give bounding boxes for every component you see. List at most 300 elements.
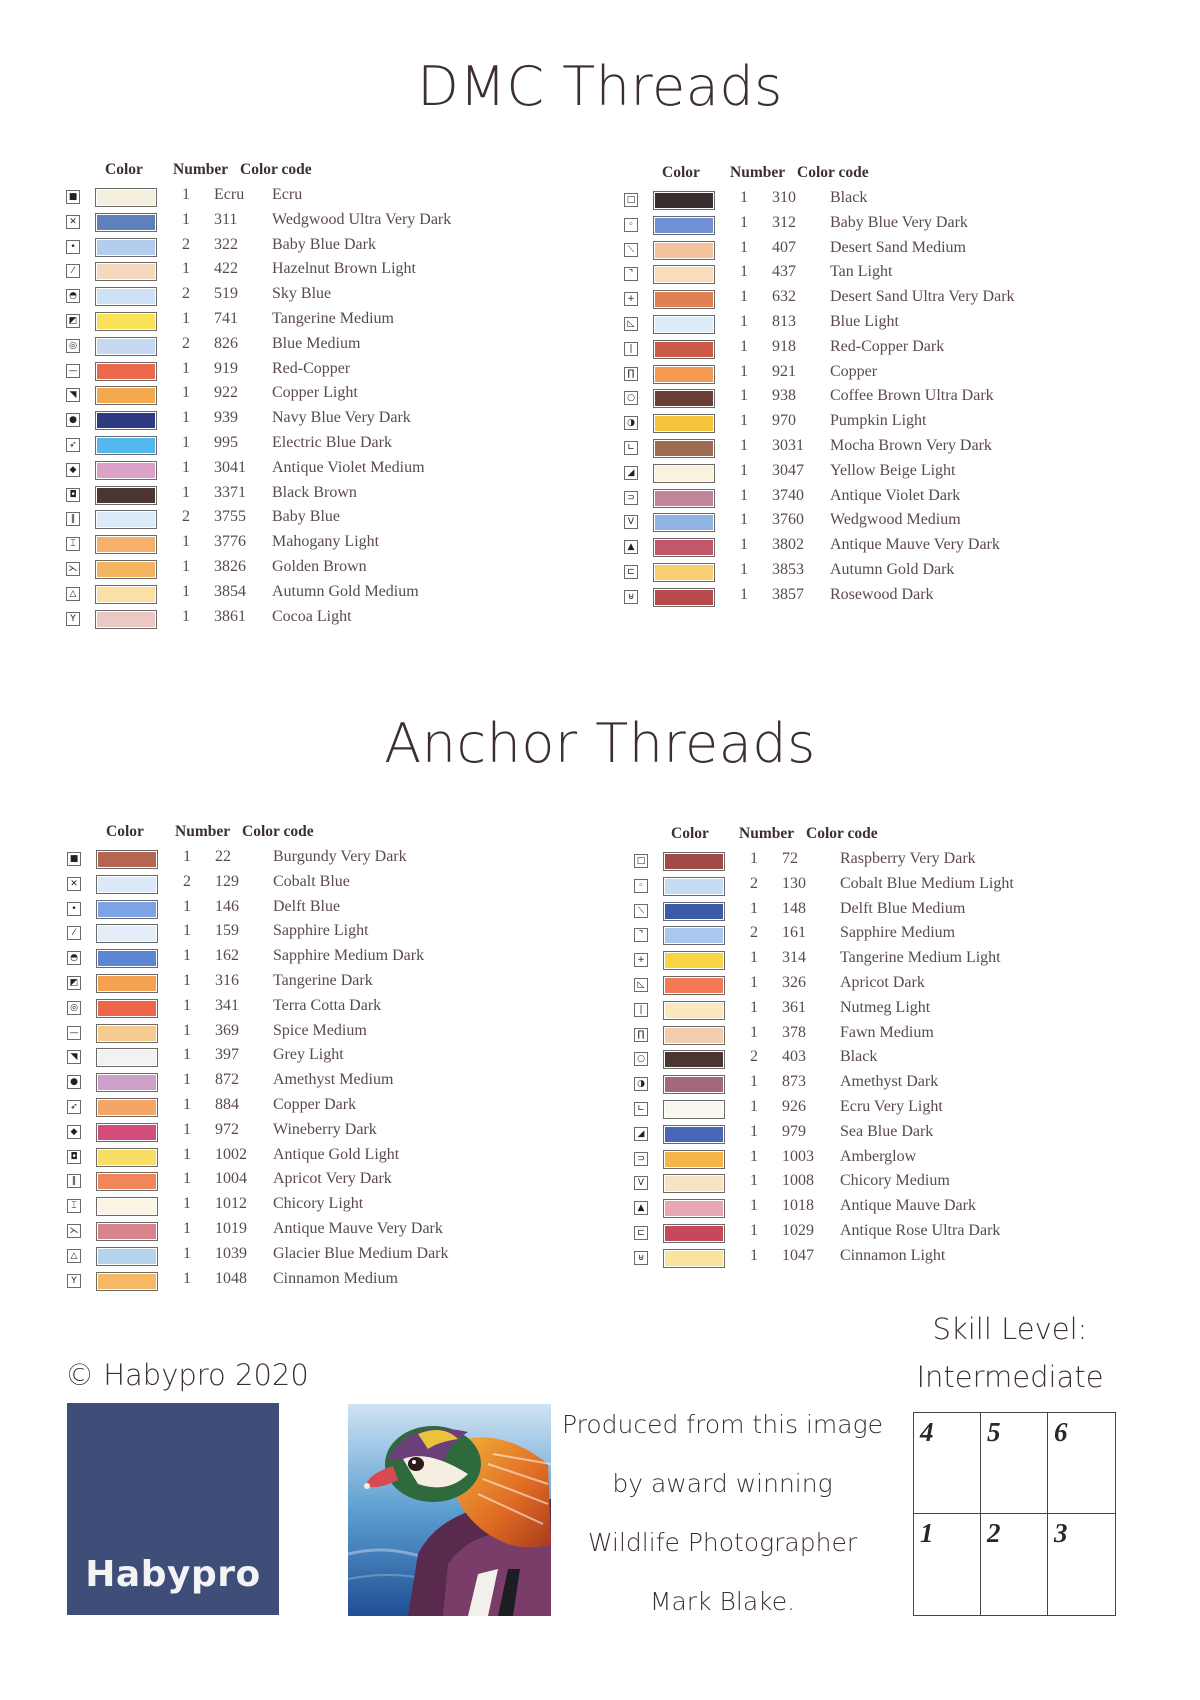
skein-quantity: 1 (740, 436, 748, 454)
thread-color-name: Black (830, 189, 868, 206)
thread-color-name: Burgundy Very Dark (273, 848, 407, 865)
thread-color-name: Glacier Blue Medium Dark (273, 1244, 449, 1262)
table-row (63, 1169, 583, 1194)
thread-color-name: Antique Violet Medium (272, 458, 425, 476)
thread-number: 918 (772, 337, 796, 355)
thread-color-name: Sky Blue (272, 285, 332, 303)
thread-number: 519 (214, 285, 238, 303)
grid-cell: 5 (981, 1413, 1048, 1514)
header-color-code: Color code (797, 164, 869, 181)
skein-quantity: 1 (182, 359, 190, 377)
skein-quantity: 1 (740, 486, 748, 504)
skein-quantity: 1 (740, 288, 748, 306)
table-row (630, 899, 1150, 924)
color-swatch (96, 1197, 158, 1216)
table-row (63, 1045, 583, 1070)
thread-color-name: Wedgwood Medium (830, 511, 961, 529)
header-color-code: Color code (242, 823, 314, 840)
table-row (620, 535, 1140, 560)
thread-color-name: Electric Blue Dark (272, 433, 392, 451)
table-row (620, 213, 1140, 238)
stitch-symbol-icon: ⋋ (66, 562, 80, 576)
stitch-symbol-icon: ◥ (67, 1050, 81, 1064)
thread-color-name: Mahogany Light (272, 533, 380, 551)
table-row (630, 973, 1150, 998)
table-row (63, 1021, 583, 1046)
table-header (630, 825, 1150, 849)
table-row (62, 433, 582, 458)
header-number: Number (173, 161, 229, 178)
thread-number: 159 (215, 922, 239, 940)
color-swatch (663, 1249, 725, 1268)
table-header (620, 164, 1140, 188)
thread-number: 1002 (215, 1145, 247, 1163)
color-swatch (95, 312, 157, 331)
skein-quantity: 2 (750, 1048, 758, 1066)
table-row (62, 458, 582, 483)
thread-number: 938 (772, 387, 796, 405)
skein-quantity: 1 (740, 238, 748, 256)
header-color-code: Color code (240, 161, 312, 178)
stitch-symbol-icon: ◺ (634, 978, 648, 992)
table-row (620, 486, 1140, 511)
stitch-symbol-icon: ⊏ (624, 565, 638, 579)
stitch-symbol-icon: ▲ (624, 540, 638, 554)
thread-number: 632 (772, 288, 796, 306)
stitch-symbol-icon: ⋋ (67, 1224, 81, 1238)
skein-quantity: 1 (182, 483, 190, 501)
table-row (620, 386, 1140, 411)
color-swatch (653, 513, 715, 532)
table-row (620, 461, 1140, 486)
thread-color-name: Cobalt Blue (273, 872, 350, 890)
stitch-symbol-icon: ✕ (67, 877, 81, 891)
skein-quantity: 1 (750, 1147, 758, 1165)
skein-quantity: 1 (182, 210, 190, 228)
skein-quantity: 2 (182, 235, 190, 253)
thread-color-name: Sapphire Light (273, 922, 369, 940)
skein-quantity: 1 (183, 1120, 191, 1138)
skein-quantity: 1 (750, 1197, 758, 1215)
stitch-symbol-icon: ∟ (624, 441, 638, 455)
skein-quantity: 1 (182, 309, 190, 327)
thread-color-name: Sea Blue Dark (840, 1122, 934, 1140)
table-row (62, 582, 582, 607)
stitch-symbol-icon: Y (67, 1274, 81, 1288)
thread-number: 22 (215, 848, 231, 865)
table-row (62, 383, 582, 408)
thread-color-name: Baby Blue (272, 508, 340, 526)
color-swatch (653, 265, 715, 284)
table-row (620, 436, 1140, 461)
thread-number: 129 (215, 872, 239, 890)
skein-quantity: 1 (183, 1269, 191, 1287)
stitch-symbol-icon: ⊎ (634, 1251, 648, 1265)
color-swatch (96, 1024, 158, 1043)
copyright-notice: © Habypro 2020 (65, 1358, 309, 1392)
stitch-symbol-icon: Y (66, 612, 80, 626)
thread-color-name: Desert Sand Medium (830, 238, 966, 256)
table-row (620, 287, 1140, 312)
thread-number: 1039 (215, 1244, 247, 1262)
table-row (630, 1047, 1150, 1072)
stitch-symbol-icon: ◩ (67, 976, 81, 990)
color-swatch (653, 241, 715, 260)
credit-line-2: by award winning (612, 1469, 833, 1498)
thread-color-name: Cocoa Light (272, 607, 352, 625)
header-number: Number (730, 164, 786, 181)
thread-number: 162 (215, 947, 239, 965)
color-swatch (95, 560, 157, 579)
table-header (63, 823, 583, 847)
header-number: Number (175, 823, 231, 840)
table-row (630, 923, 1150, 948)
thread-number: 872 (215, 1071, 239, 1089)
grid-cell: 1 (914, 1514, 981, 1615)
thread-number: 979 (782, 1122, 806, 1140)
thread-color-name: Apricot Dark (840, 973, 925, 991)
skein-quantity: 1 (750, 1172, 758, 1190)
color-swatch (653, 389, 715, 408)
stitch-symbol-icon: + (624, 292, 638, 306)
color-swatch (653, 439, 715, 458)
skill-level-grid (913, 1412, 1116, 1616)
skein-quantity: 1 (740, 362, 748, 380)
stitch-symbol-icon: ● (66, 413, 80, 427)
thread-color-name: Terra Cotta Dark (273, 996, 382, 1014)
thread-color-name: Sapphire Medium (840, 924, 956, 942)
color-swatch (663, 1026, 725, 1045)
skein-quantity: 1 (183, 897, 191, 915)
color-swatch (653, 365, 715, 384)
table-row (62, 408, 582, 433)
stitch-symbol-icon: ⊏ (634, 1226, 648, 1240)
dmc-table-left (62, 161, 582, 631)
stitch-symbol-icon: ◆ (66, 463, 80, 477)
thread-number: 926 (782, 1097, 806, 1115)
stitch-symbol-icon: ◎ (67, 1001, 81, 1015)
table-row (630, 948, 1150, 973)
thread-number: 3041 (214, 458, 246, 476)
thread-number: 921 (772, 362, 796, 380)
thread-number: 1047 (782, 1246, 814, 1264)
thread-color-name: Hazelnut Brown Light (272, 260, 416, 278)
color-swatch (95, 610, 157, 629)
skein-quantity: 2 (182, 508, 190, 526)
skein-quantity: 2 (182, 285, 190, 303)
thread-color-name: Autumn Gold Medium (272, 582, 419, 600)
color-swatch (653, 315, 715, 334)
thread-number: 3031 (772, 436, 804, 454)
table-row (63, 946, 583, 971)
grid-cell: 2 (981, 1514, 1048, 1615)
color-swatch (96, 1123, 158, 1142)
thread-color-name: Pumpkin Light (830, 412, 927, 430)
color-swatch (653, 191, 715, 210)
thread-color-name: Cobalt Blue Medium Light (840, 874, 1014, 892)
thread-color-name: Red-Copper (272, 359, 351, 377)
thread-color-name: Antique Gold Light (273, 1145, 400, 1163)
color-swatch (95, 287, 157, 306)
color-swatch (653, 489, 715, 508)
color-swatch (95, 188, 157, 207)
color-swatch (663, 877, 725, 896)
stitch-symbol-icon: □ (624, 193, 638, 207)
color-swatch (653, 414, 715, 433)
thread-number: 3740 (772, 486, 804, 504)
header-number: Number (739, 825, 795, 842)
thread-number: Ecru (214, 186, 245, 203)
skein-quantity: 1 (183, 1244, 191, 1262)
color-swatch (95, 461, 157, 480)
skein-quantity: 1 (750, 1023, 758, 1041)
table-row (62, 210, 582, 235)
stitch-symbol-icon: ⁄ (67, 926, 81, 940)
header-color: Color (662, 164, 700, 181)
skein-quantity: 1 (182, 433, 190, 451)
thread-number: 1048 (215, 1269, 247, 1287)
thread-number: 1029 (782, 1221, 814, 1239)
table-row (63, 847, 583, 872)
thread-color-name: Tan Light (830, 263, 893, 281)
thread-color-name: Rosewood Dark (830, 585, 934, 603)
skein-quantity: 1 (182, 384, 190, 402)
color-swatch (95, 213, 157, 232)
color-swatch (96, 850, 158, 869)
thread-color-name: Chicory Light (273, 1195, 364, 1213)
table-row (63, 1070, 583, 1095)
skein-quantity: 1 (750, 1122, 758, 1140)
stitch-symbol-icon: — (66, 364, 80, 378)
thread-color-name: Antique Mauve Very Dark (830, 536, 1000, 554)
grid-cell: 3 (1054, 1518, 1068, 1548)
thread-number: 3776 (214, 533, 246, 551)
skein-quantity: 1 (750, 998, 758, 1016)
stitch-symbol-icon: V (624, 515, 638, 529)
thread-number: 72 (782, 850, 798, 867)
table-row (620, 411, 1140, 436)
skein-quantity: 1 (183, 1170, 191, 1188)
stitch-symbol-icon: ‖ (66, 512, 80, 526)
stitch-symbol-icon: | (624, 342, 638, 356)
table-row (620, 188, 1140, 213)
color-swatch (95, 585, 157, 604)
color-swatch (653, 588, 715, 607)
table-row (630, 849, 1150, 874)
thread-number: 3853 (772, 560, 804, 578)
stitch-symbol-icon: ➶ (66, 438, 80, 452)
stitch-symbol-icon: ◩ (66, 314, 80, 328)
table-row (62, 607, 582, 632)
stitch-symbol-icon: ⊃ (624, 491, 638, 505)
color-swatch (96, 949, 158, 968)
thread-color-name: Black Brown (272, 483, 357, 501)
color-swatch (663, 852, 725, 871)
color-swatch (96, 1098, 158, 1117)
color-swatch (663, 1150, 725, 1169)
stitch-symbol-icon: ◢ (634, 1127, 648, 1141)
skein-quantity: 1 (182, 458, 190, 476)
stitch-symbol-icon: △ (66, 587, 80, 601)
thread-number: 1018 (782, 1197, 814, 1215)
skein-quantity: 1 (183, 971, 191, 989)
thread-color-name: Golden Brown (272, 557, 367, 575)
skein-quantity: 1 (740, 263, 748, 281)
thread-number: 397 (215, 1046, 239, 1064)
stitch-symbol-icon: ◺ (624, 317, 638, 331)
thread-color-name: Navy Blue Very Dark (272, 409, 411, 427)
stitch-symbol-icon: ◦ (634, 879, 648, 893)
table-row (63, 1194, 583, 1219)
thread-number: 873 (782, 1073, 806, 1091)
thread-number: 3854 (214, 582, 246, 600)
table-row (630, 1122, 1150, 1147)
thread-color-name: Tangerine Dark (273, 971, 373, 989)
anchor-table-right (630, 825, 1150, 1271)
table-row (63, 1219, 583, 1244)
stitch-symbol-icon: ⟍ (634, 904, 648, 918)
color-swatch (96, 1272, 158, 1291)
skein-quantity: 1 (740, 189, 748, 206)
thread-number: 939 (214, 409, 238, 427)
thread-number: 970 (772, 412, 796, 430)
thread-number: 312 (772, 213, 796, 231)
stitch-symbol-icon: ∏ (634, 1028, 648, 1042)
color-swatch (663, 1224, 725, 1243)
thread-color-name: Antique Violet Dark (830, 486, 961, 504)
stitch-symbol-icon: ⟍ (624, 243, 638, 257)
color-swatch (96, 1073, 158, 1092)
table-row (62, 334, 582, 359)
thread-number: 310 (772, 189, 796, 206)
skein-quantity: 2 (182, 334, 190, 352)
thread-color-name: Raspberry Very Dark (840, 850, 976, 867)
stitch-symbol-icon: ○ (634, 1052, 648, 1066)
table-row (630, 1023, 1150, 1048)
table-row (63, 1120, 583, 1145)
thread-color-name: Blue Light (830, 312, 899, 330)
stitch-symbol-icon: ⌝ (624, 267, 638, 281)
table-row (630, 1196, 1150, 1221)
skein-quantity: 1 (740, 536, 748, 554)
color-swatch (96, 1222, 158, 1241)
thread-number: 995 (214, 433, 238, 451)
color-swatch (663, 902, 725, 921)
thread-number: 148 (782, 899, 806, 917)
thread-number: 741 (214, 309, 238, 327)
skein-quantity: 1 (750, 1221, 758, 1239)
skein-quantity: 1 (183, 848, 191, 865)
color-swatch (96, 999, 158, 1018)
color-swatch (663, 1075, 725, 1094)
stitch-symbol-icon: ◓ (67, 951, 81, 965)
thread-color-name: Fawn Medium (840, 1023, 934, 1041)
table-row (63, 1269, 583, 1294)
thread-number: 1012 (215, 1195, 247, 1213)
color-swatch (96, 900, 158, 919)
color-swatch (95, 262, 157, 281)
stitch-symbol-icon: △ (67, 1249, 81, 1263)
table-row (62, 532, 582, 557)
thread-number: 326 (782, 973, 806, 991)
stitch-symbol-icon: ◥ (66, 388, 80, 402)
skein-quantity: 1 (183, 1046, 191, 1064)
skein-quantity: 1 (740, 213, 748, 231)
color-swatch (653, 563, 715, 582)
thread-number: 3755 (214, 508, 246, 526)
stitch-symbol-icon: ◓ (66, 289, 80, 303)
color-swatch (96, 875, 158, 894)
color-swatch (663, 976, 725, 995)
stitch-symbol-icon: ○ (624, 391, 638, 405)
grid-cell: 4 (914, 1413, 981, 1514)
thread-color-name: Red-Copper Dark (830, 337, 945, 355)
stitch-symbol-icon: ● (67, 1075, 81, 1089)
table-row (620, 560, 1140, 585)
table-row (63, 921, 583, 946)
credit-line-4: Mark Blake. (649, 1587, 796, 1616)
stitch-symbol-icon: ∏ (624, 367, 638, 381)
color-swatch (663, 926, 725, 945)
thread-number: 161 (782, 924, 806, 942)
thread-number: 422 (214, 260, 238, 278)
stitch-symbol-icon: + (634, 953, 648, 967)
stitch-symbol-icon: ◑ (624, 416, 638, 430)
skein-quantity: 1 (183, 1219, 191, 1237)
table-row (62, 284, 582, 309)
photo-credit (555, 1405, 890, 1641)
table-row (630, 1147, 1150, 1172)
thread-color-name: Delft Blue Medium (840, 899, 966, 917)
stitch-symbol-icon: ◘ (67, 1150, 81, 1164)
table-row (620, 362, 1140, 387)
thread-color-name: Cinnamon Medium (273, 1269, 398, 1287)
thread-color-name: Wedgwood Ultra Very Dark (272, 210, 452, 228)
thread-number: 813 (772, 312, 796, 330)
color-swatch (653, 216, 715, 235)
thread-number: 322 (214, 235, 238, 253)
thread-color-name: Blue Medium (272, 334, 361, 352)
skein-quantity: 1 (183, 1145, 191, 1163)
color-swatch (95, 411, 157, 430)
table-row (620, 312, 1140, 337)
skein-quantity: 1 (750, 1097, 758, 1115)
thread-number: 1019 (215, 1219, 247, 1237)
thread-number: 3857 (772, 585, 804, 603)
skein-quantity: 1 (740, 387, 748, 405)
thread-color-name: Baby Blue Very Dark (830, 213, 968, 231)
skein-quantity: 1 (740, 511, 748, 529)
table-row (63, 1095, 583, 1120)
thread-color-name: Tangerine Medium (272, 309, 394, 327)
thread-number: 884 (215, 1095, 239, 1113)
table-row (630, 1221, 1150, 1246)
thread-color-name: Mocha Brown Very Dark (830, 436, 992, 454)
skein-quantity: 1 (740, 337, 748, 355)
table-row (63, 897, 583, 922)
skein-quantity: 2 (750, 874, 758, 892)
thread-color-name: Black (840, 1048, 878, 1066)
skein-quantity: 1 (183, 1195, 191, 1213)
color-swatch (653, 340, 715, 359)
stitch-symbol-icon: ◢ (624, 466, 638, 480)
thread-number: 341 (215, 996, 239, 1014)
table-row (620, 510, 1140, 535)
thread-number: 369 (215, 1021, 239, 1039)
stitch-symbol-icon: ■ (66, 190, 80, 204)
skein-quantity: 1 (750, 899, 758, 917)
thread-color-name: Coffee Brown Ultra Dark (830, 387, 994, 405)
